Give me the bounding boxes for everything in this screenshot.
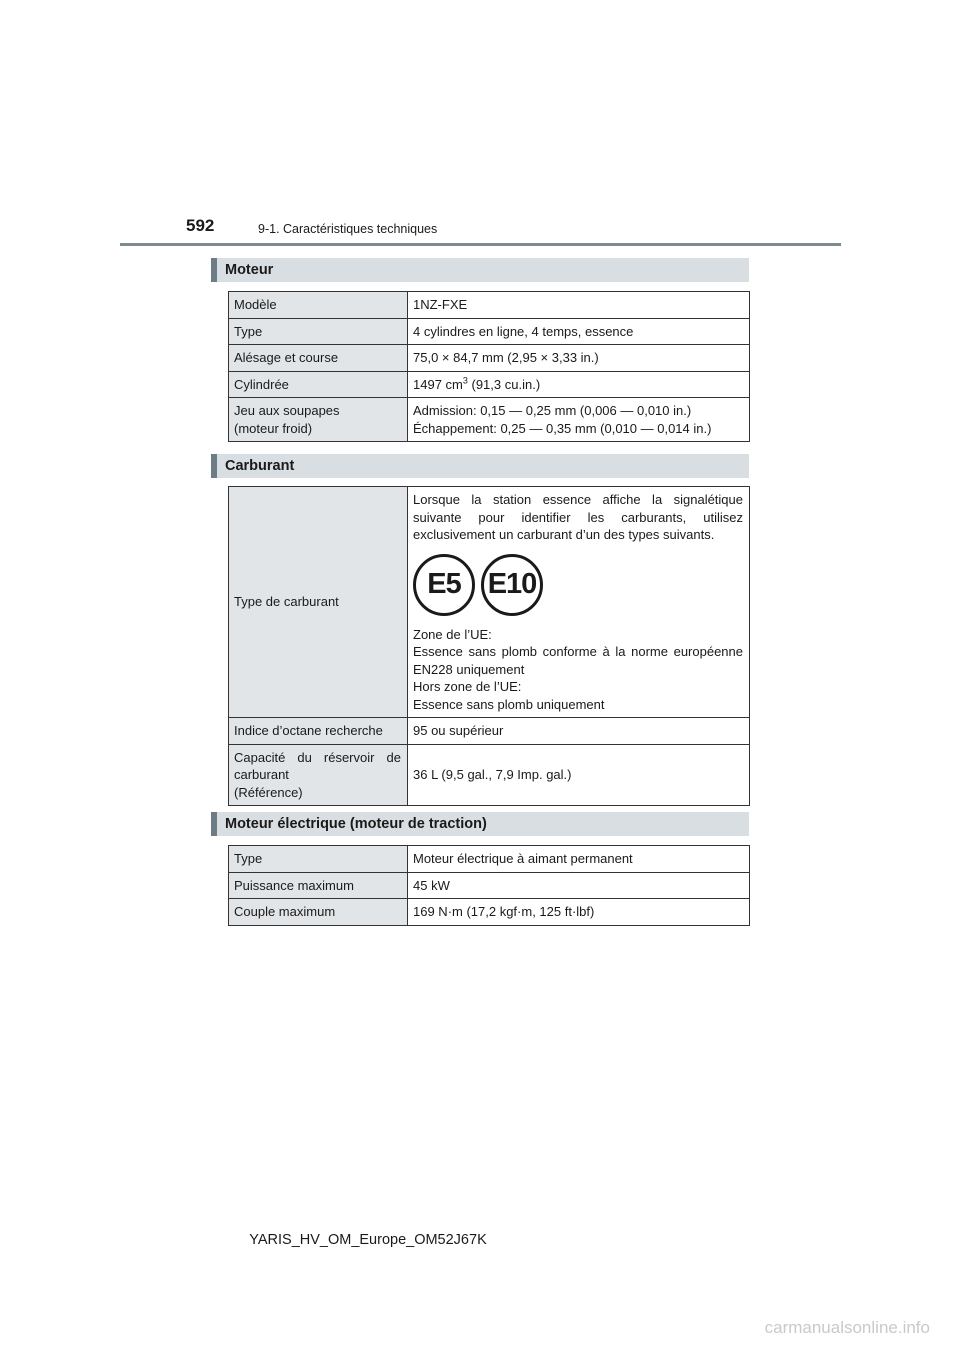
row-value: 169 N·m (17,2 kgf·m, 125 ft·lbf) xyxy=(408,899,750,926)
fuel-spec-table xyxy=(228,486,750,806)
label-line: Capacité du réservoir de carburant xyxy=(234,749,401,782)
row-label xyxy=(229,398,408,442)
superscript: 3 xyxy=(462,375,468,386)
e10-fuel-label-icon: E10 xyxy=(481,554,543,616)
table-row xyxy=(229,398,750,442)
value-line: Échappement: 0,25 — 0,35 mm (0,010 — 0,014 in.) xyxy=(413,420,712,436)
row-value: Moteur électrique à aimant permanent xyxy=(408,846,750,873)
table-row xyxy=(229,899,750,926)
header-rule xyxy=(120,243,841,246)
label-line: (moteur froid) xyxy=(234,420,313,436)
row-label: Couple maximum xyxy=(229,899,408,926)
row-value: 36 L (9,5 gal., 7,9 Imp. gal.) xyxy=(408,744,750,806)
fuel-line: Essence sans plomb conforme à la norme européenne EN228 uniquement xyxy=(413,644,743,677)
row-value: 4 cylindres en ligne, 4 temps, essence xyxy=(408,318,750,345)
row-value xyxy=(408,487,750,718)
section-heading-engine: Moteur xyxy=(211,258,749,282)
watermark: carmanualsonline.info xyxy=(764,1318,930,1337)
displacement-tail: (91,3 cu.in.) xyxy=(467,376,541,392)
table-row xyxy=(229,292,750,319)
table-row xyxy=(229,487,750,718)
table-row xyxy=(229,371,750,398)
row-label: Indice d’octane recherche xyxy=(229,718,408,745)
fuel-line: Essence sans plomb uniquement xyxy=(413,696,605,712)
displacement-value: 1497 cm xyxy=(413,376,463,392)
row-value: 75,0 × 84,7 mm (2,95 × 3,33 in.) xyxy=(408,345,750,372)
table-row xyxy=(229,846,750,873)
row-value xyxy=(408,398,750,442)
row-label: Modèle xyxy=(229,292,408,319)
row-label xyxy=(229,744,408,806)
label-line: Jeu aux soupapes xyxy=(234,403,340,418)
row-value: 45 kW xyxy=(408,872,750,899)
row-label: Puissance maximum xyxy=(229,872,408,899)
row-label: Type de carburant xyxy=(229,487,408,718)
fuel-line: Hors zone de l’UE: xyxy=(413,679,522,694)
fuel-intro: Lorsque la station essence affiche la signalétique suivante pour identifier les carburants, utilisez exclusivement un carburant d’un des types suivants. xyxy=(413,492,743,542)
row-value xyxy=(408,371,750,398)
row-value: 1NZ-FXE xyxy=(408,292,750,319)
document-id: YARIS_HV_OM_Europe_OM52J67K xyxy=(249,1232,487,1248)
e5-fuel-label-icon: E5 xyxy=(413,554,475,616)
fuel-labels xyxy=(413,554,743,616)
row-value: 95 ou supérieur xyxy=(408,718,750,745)
row-label: Alésage et course xyxy=(229,345,408,372)
row-label: Type xyxy=(229,846,408,873)
value-line: Admission: 0,15 — 0,25 mm (0,006 — 0,010 in.) xyxy=(413,403,692,418)
table-row xyxy=(229,345,750,372)
row-label: Type xyxy=(229,318,408,345)
section-heading-electric-motor: Moteur électrique (moteur de traction) xyxy=(211,812,749,836)
section-heading-fuel: Carburant xyxy=(211,454,749,478)
electric-motor-spec-table xyxy=(228,845,750,926)
table-row xyxy=(229,744,750,806)
table-row xyxy=(229,318,750,345)
fuel-line: Zone de l’UE: xyxy=(413,626,492,642)
page-number: 592 xyxy=(186,216,215,235)
row-label: Cylindrée xyxy=(229,371,408,398)
engine-spec-table xyxy=(228,291,750,442)
label-line: (Référence) xyxy=(234,784,303,800)
table-row xyxy=(229,872,750,899)
table-row xyxy=(229,718,750,745)
section-reference: 9-1. Caractéristiques techniques xyxy=(258,222,438,236)
